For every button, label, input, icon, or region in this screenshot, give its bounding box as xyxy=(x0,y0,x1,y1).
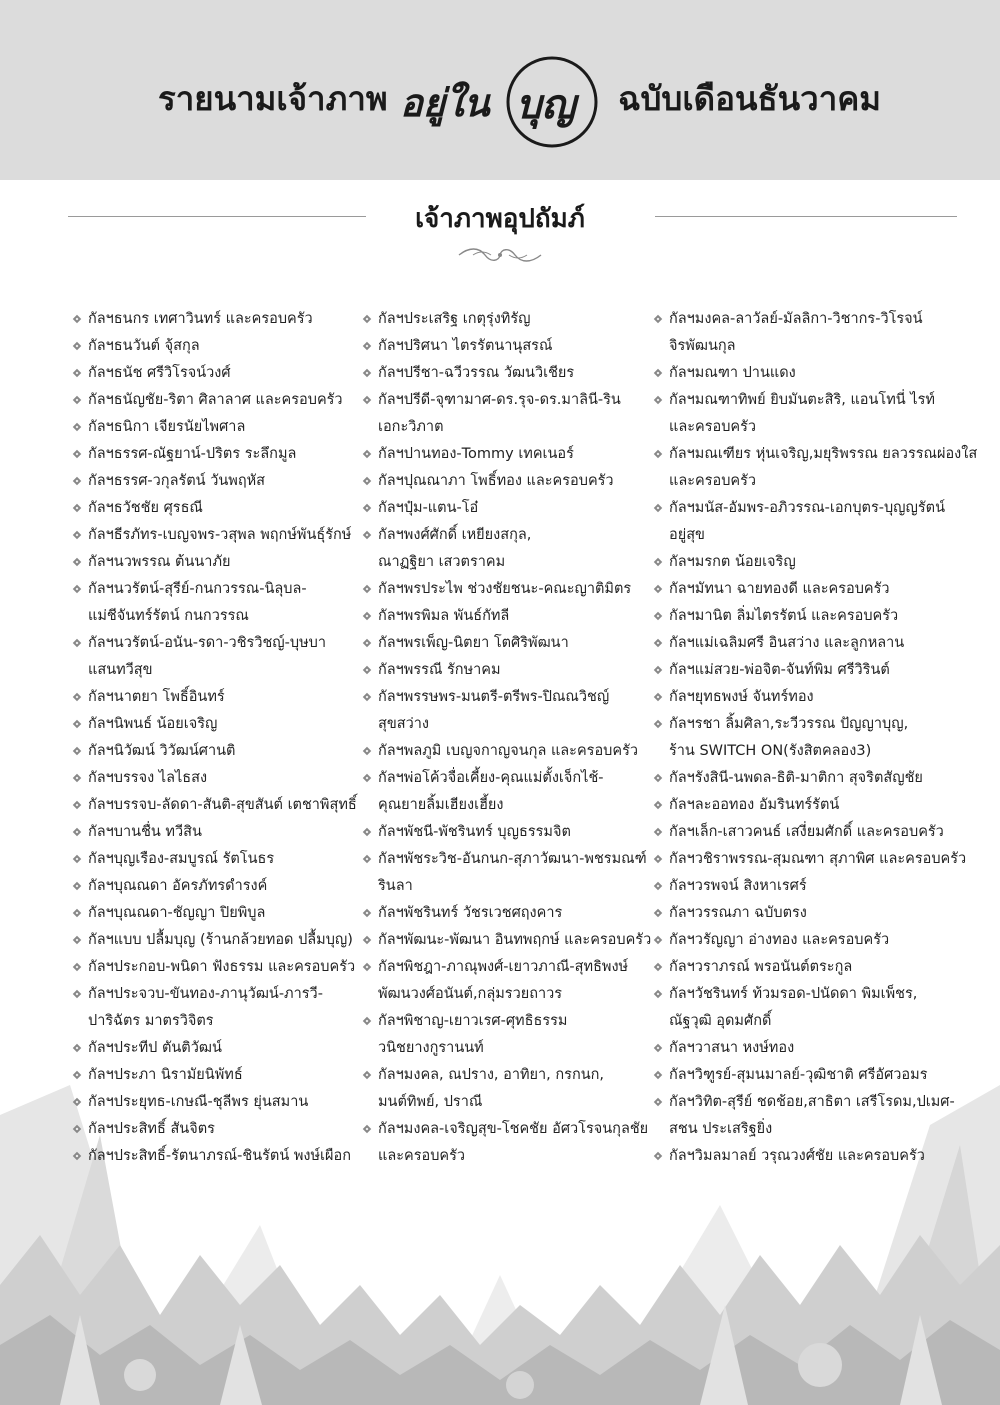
donor-entry xyxy=(362,468,652,495)
donor-name-line: กัลฯมรกต น้อยเจริญ xyxy=(669,554,796,570)
diamond-bullet-icon xyxy=(362,1008,374,1035)
diamond-bullet-icon xyxy=(653,819,665,846)
donor-entry xyxy=(72,1089,357,1116)
diamond-bullet-icon xyxy=(653,792,665,819)
donor-name-line: กัลฯธนัญชัย-ริตา ศิลาลาศ และครอบครัว xyxy=(88,392,343,408)
diamond-bullet-icon xyxy=(72,873,84,900)
donor-name-line: กัลฯพรรษพร-มนตรี-ตรีพร-ปิณณวิชญ์ xyxy=(378,689,610,705)
donor-name-line: กัลฯมณเฑียร หุ่นเจริญ,มยุริพรรณ ยลวรรณผ่องใส xyxy=(669,446,978,462)
donor-name-line: กัลฯธนิกา เจียรนัยไพศาล xyxy=(88,419,246,435)
donor-name-line: กัลฯวรพจน์ สิงหาเรศร์ xyxy=(669,878,807,894)
diamond-bullet-icon xyxy=(653,1089,665,1116)
donor-name-line: กัลฯพัชระวิช-อันกนก-สุภาวัฒนา-พชรมณฑ์ xyxy=(378,851,647,867)
donor-entry xyxy=(362,495,652,522)
donor-entry xyxy=(653,765,973,792)
donor-name-line: กัลฯวรรณภา ฉบับตรง xyxy=(669,905,807,921)
diamond-bullet-icon xyxy=(72,360,84,387)
donor-name-line: กัลฯวิฑูรย์-สุมนมาลย์-วุฒิชาติ ศรีอัศวอมร xyxy=(669,1067,928,1083)
donor-name-line: กัลฯธวัชชัย ศุรธณี xyxy=(88,500,203,516)
donor-name-line: กัลฯแบบ ปลื้มบุญ (ร้านกล้วยทอด ปลื้มบุญ) xyxy=(88,932,353,948)
diamond-bullet-icon xyxy=(362,468,374,495)
donor-entry xyxy=(72,954,357,981)
diamond-bullet-icon xyxy=(72,414,84,441)
donor-name-line: กัลฯปรีชา-ฉวีวรรณ วัฒนวิเชียร xyxy=(378,365,575,381)
diamond-bullet-icon xyxy=(653,711,665,738)
donor-name-line: กัลฯประภา นิรามัยนิพัทธ์ xyxy=(88,1067,243,1083)
donor-entry xyxy=(653,711,973,765)
donor-entry xyxy=(362,819,652,846)
header-title-left: รายนามเจ้าภาพ xyxy=(158,79,388,118)
donor-entry xyxy=(362,441,652,468)
donor-entry xyxy=(653,1143,973,1170)
donor-entry xyxy=(362,387,652,441)
donor-name-line: กัลฯวิทิต-สุรีย์ ชดช้อย,สาธิตา เสรีโรดม,ปเมศ- xyxy=(669,1094,955,1110)
donor-entry xyxy=(362,360,652,387)
donor-name-line: กัลฯนาตยา โพธิ์อินทร์ xyxy=(88,689,225,705)
diamond-bullet-icon xyxy=(72,792,84,819)
diamond-bullet-icon xyxy=(362,360,374,387)
donor-entry xyxy=(653,387,973,441)
donor-name-line: กัลฯประจวบ-ขันทอง-ภานุวัฒน์-ภารวี- xyxy=(88,986,323,1002)
diamond-bullet-icon xyxy=(653,306,665,333)
diamond-bullet-icon xyxy=(653,576,665,603)
donor-name-line: และครอบครัว xyxy=(669,473,757,489)
diamond-bullet-icon xyxy=(72,1143,84,1170)
diamond-bullet-icon xyxy=(72,1116,84,1143)
donor-name-line: กัลฯประทีป ตันติวัฒน์ xyxy=(88,1040,222,1056)
donor-entry xyxy=(362,630,652,657)
donor-entry xyxy=(653,657,973,684)
diamond-bullet-icon xyxy=(362,927,374,954)
section-title: เจ้าภาพอุปถัมภ์ xyxy=(415,204,585,234)
diamond-bullet-icon xyxy=(653,387,665,414)
diamond-bullet-icon xyxy=(72,819,84,846)
donor-name-line: กัลฯมณฑา ปานแดง xyxy=(669,365,796,381)
donor-entry xyxy=(653,1089,973,1143)
donor-entry xyxy=(72,1035,357,1062)
diamond-bullet-icon xyxy=(653,900,665,927)
header-title-right: ฉบับเดือนธันวาคม xyxy=(618,79,882,118)
donor-entry xyxy=(653,603,973,630)
donor-entry xyxy=(653,495,973,549)
donor-name-line: กัลฯบรรจบ-ลัดดา-สันติ-สุขสันต์ เตชาพิสุทธิ์ xyxy=(88,797,357,813)
donor-entry xyxy=(72,630,357,684)
donor-name-line: กัลฯปริศนา ไตรรัตนานุสรณ์ xyxy=(378,338,553,354)
donor-name-line: กัลฯธีรภัทร-เบญจพร-วสุพล พฤกษ์พันธุ์รักษ์ xyxy=(88,527,352,543)
diamond-bullet-icon xyxy=(72,333,84,360)
donor-name-line: กัลฯประเสริฐ เกตุรุ่งทิรัญ xyxy=(378,311,531,327)
diamond-bullet-icon xyxy=(362,684,374,711)
donor-name-line: กัลฯธนกร เทศาวินทร์ และครอบครัว xyxy=(88,311,313,327)
donor-entry xyxy=(72,927,357,954)
diamond-bullet-icon xyxy=(72,522,84,549)
donor-name-line: และครอบครัว xyxy=(378,1148,466,1164)
donor-name-line: กัลฯวชิราพรรณ-สุมณฑา สุภาพิศ และครอบครัว xyxy=(669,851,967,867)
donor-name-line: กัลฯมัทนา ฉายทองดี และครอบครัว xyxy=(669,581,890,597)
donor-entry xyxy=(72,360,357,387)
diamond-bullet-icon xyxy=(362,954,374,981)
donor-name-line: กัลฯธรรศ-ณัฐยาน์-ปริตร ระลึกมูล xyxy=(88,446,297,462)
donor-name-line: กัลฯประกอบ-พนิดา ฟังธรรม และครอบครัว xyxy=(88,959,356,975)
donor-name-line: ร้าน SWITCH ON(รังสิตคลอง3) xyxy=(669,743,872,759)
donor-entry xyxy=(653,927,973,954)
donor-entry xyxy=(653,846,973,873)
donor-entry xyxy=(362,576,652,603)
donor-name-line: กัลฯธนัช ศรีวิโรจน์วงศ์ xyxy=(88,365,231,381)
donor-name-line: กัลฯพลภูมิ เบญจกาญจนกุล และครอบครัว xyxy=(378,743,638,759)
donor-entry xyxy=(653,360,973,387)
donor-name-line: วนิชยางกูรานนท์ xyxy=(378,1040,484,1056)
donor-name-line: กัลฯมานิต ลิ่มไตรรัตน์ และครอบครัว xyxy=(669,608,899,624)
diamond-bullet-icon xyxy=(72,900,84,927)
diamond-bullet-icon xyxy=(72,765,84,792)
donor-name-line: กัลฯบุญเรือง-สมบูรณ์ รัตโนธร xyxy=(88,851,275,867)
donor-name-line: สุขสว่าง xyxy=(378,716,429,732)
donor-name-line: กัลฯบุณณดา อัครภัทรดำรงค์ xyxy=(88,878,268,894)
donor-entry xyxy=(653,873,973,900)
diamond-bullet-icon xyxy=(72,684,84,711)
donor-name-line: กัลฯพิชาญ-เยาวเรศ-ศุทธิธรรม xyxy=(378,1013,568,1029)
donor-entry xyxy=(362,954,652,1008)
donor-entry xyxy=(72,495,357,522)
donor-entry xyxy=(362,306,652,333)
donor-entry xyxy=(72,738,357,765)
donor-entry xyxy=(653,306,973,360)
diamond-bullet-icon xyxy=(362,306,374,333)
diamond-bullet-icon xyxy=(362,387,374,414)
donor-column-3 xyxy=(653,306,978,1170)
donor-entry xyxy=(72,333,357,360)
donor-entry xyxy=(72,576,357,630)
diamond-bullet-icon xyxy=(653,765,665,792)
donor-name-line: กัลฯพงศ์ศักดิ์ เหยียงสกุล, xyxy=(378,527,532,543)
donor-name-line: กัลฯปุณณาภา โพธิ์ทอง และครอบครัว xyxy=(378,473,614,489)
donor-entry xyxy=(653,1062,973,1089)
donor-name-line: กัลฯประสิทธิ์-รัตนาภรณ์-ชินรัตน์ พงษ์เผือก xyxy=(88,1148,351,1164)
diamond-bullet-icon xyxy=(72,981,84,1008)
donor-entry xyxy=(653,630,973,657)
donor-name-line: จิรพัฒนกุล xyxy=(669,338,736,354)
donor-name-line: กัลฯประยุทธ-เกษณี-ชุลีพร ยุ่นสมาน xyxy=(88,1094,309,1110)
diamond-bullet-icon xyxy=(653,441,665,468)
donor-entry xyxy=(72,1116,357,1143)
donor-entry xyxy=(362,684,652,738)
diamond-bullet-icon xyxy=(653,495,665,522)
diamond-bullet-icon xyxy=(72,1062,84,1089)
donor-entry xyxy=(362,1116,652,1170)
donor-name-line: พัฒนวงศ์อนันต์,กลุ่มรวยถาวร xyxy=(378,986,563,1002)
donor-name-line: กัลฯพิชฎา-ภาณุพงศ์-เยาวภาณี-สุทธิพงษ์ xyxy=(378,959,629,975)
donor-name-line: กัลฯเล็ก-เสาวคนธ์ เสงี่ยมศักดิ์ และครอบครัว xyxy=(669,824,944,840)
donor-entry xyxy=(72,1143,357,1170)
donor-name-line: กัลฯนิพนธ์ น้อยเจริญ xyxy=(88,716,218,732)
diamond-bullet-icon xyxy=(72,441,84,468)
donor-name-line: กัลฯมงคล-ลาวัลย์-มัลลิกา-วิชากร-วิโรจน์ xyxy=(669,311,923,327)
donor-name-line: กัลฯวัชรินทร์ ท้วมรอด-ปนัดดา พิมเพ็ชร, xyxy=(669,986,918,1002)
donor-name-line: แม่ชีจันทร์รัตน์ กนกวรรณ xyxy=(88,608,249,624)
diamond-bullet-icon xyxy=(72,738,84,765)
donor-name-line: กัลฯแม่เฉลิมศรี อินสว่าง และลูกหลาน xyxy=(669,635,905,651)
donor-name-line: กัลฯพรเพ็ญ-นิตยา โตศิริพัฒนา xyxy=(378,635,569,651)
diamond-bullet-icon xyxy=(362,603,374,630)
donor-name-line: กัลฯปรีดี-จุฑามาศ-ดร.รุจ-ดร.มาลินี-ริน xyxy=(378,392,621,408)
svg-text:บุญ: บุญ xyxy=(516,81,576,128)
donor-entry xyxy=(72,441,357,468)
diamond-bullet-icon xyxy=(72,387,84,414)
diamond-bullet-icon xyxy=(362,738,374,765)
donor-name-line: กัลฯวาสนา หงษ์ทอง xyxy=(669,1040,795,1056)
donor-entry xyxy=(72,468,357,495)
donor-name-line: กัลฯมงคล, ณปราง, อาทิยา, กรกนก, xyxy=(378,1067,605,1083)
donor-entry xyxy=(72,873,357,900)
diamond-bullet-icon xyxy=(362,441,374,468)
donor-name-line: คุณยายลิ้มเฮียงเฮี้ยง xyxy=(378,797,504,813)
diamond-bullet-icon xyxy=(72,630,84,657)
donor-entry xyxy=(72,819,357,846)
diamond-bullet-icon xyxy=(362,846,374,873)
donor-name-line: กัลฯนิวัฒน์ วิวัฒน์ศานติ xyxy=(88,743,236,759)
diamond-bullet-icon xyxy=(653,630,665,657)
diamond-bullet-icon xyxy=(362,630,374,657)
diamond-bullet-icon xyxy=(653,846,665,873)
diamond-bullet-icon xyxy=(72,1035,84,1062)
donor-entry xyxy=(72,792,357,819)
donor-name-line: กัลฯวรัญญา อ่างทอง และครอบครัว xyxy=(669,932,890,948)
logo-lettering: อยู่ใน xyxy=(400,80,490,125)
donor-entry xyxy=(362,738,652,765)
donor-name-line: กัลฯปุ๋ม-แตน-โอ๋ xyxy=(378,500,479,516)
donor-entry xyxy=(653,576,973,603)
donor-entry xyxy=(362,1062,652,1116)
donor-entry xyxy=(72,900,357,927)
diamond-bullet-icon xyxy=(72,306,84,333)
donor-entry xyxy=(72,1062,357,1089)
donor-entry xyxy=(72,684,357,711)
donor-entry xyxy=(72,846,357,873)
donor-entry xyxy=(653,549,973,576)
diamond-bullet-icon xyxy=(362,495,374,522)
diamond-bullet-icon xyxy=(653,684,665,711)
donor-entry xyxy=(653,1035,973,1062)
donor-entry xyxy=(653,900,973,927)
donor-entry xyxy=(362,333,652,360)
diamond-bullet-icon xyxy=(72,711,84,738)
diamond-bullet-icon xyxy=(72,1089,84,1116)
diamond-bullet-icon xyxy=(72,549,84,576)
diamond-bullet-icon xyxy=(653,1143,665,1170)
diamond-bullet-icon xyxy=(653,981,665,1008)
donor-name-line: กัลฯรังสินี-นพดล-ธิติ-มาติกา สุจริตสัญชัย xyxy=(669,770,923,786)
donor-name-line: กัลฯพรพิมล พันธ์กัทลี xyxy=(378,608,510,624)
donor-name-line: กัลฯพัชนี-พัชรินทร์ บุญธรรมจิต xyxy=(378,824,571,840)
diamond-bullet-icon xyxy=(362,333,374,360)
donor-entry xyxy=(362,1008,652,1062)
donor-entry xyxy=(362,657,652,684)
donor-column-1 xyxy=(72,306,357,1170)
diamond-bullet-icon xyxy=(653,360,665,387)
ornament-icon xyxy=(455,246,545,264)
donor-name-line: เอกะวิภาต xyxy=(378,419,444,435)
diamond-bullet-icon xyxy=(653,657,665,684)
diamond-bullet-icon xyxy=(653,873,665,900)
diamond-bullet-icon xyxy=(362,1116,374,1143)
diamond-bullet-icon xyxy=(653,1035,665,1062)
donor-name-line: กัลฯแม่สวย-พ่อจิต-จันท์พิม ศรีวิรินต์ xyxy=(669,662,890,678)
diamond-bullet-icon xyxy=(362,1062,374,1089)
donor-entry xyxy=(72,306,357,333)
diamond-bullet-icon xyxy=(72,954,84,981)
diamond-bullet-icon xyxy=(72,495,84,522)
diamond-bullet-icon xyxy=(362,900,374,927)
donor-entry xyxy=(72,414,357,441)
donor-entry xyxy=(653,954,973,981)
diamond-bullet-icon xyxy=(362,576,374,603)
donor-entry xyxy=(362,765,652,819)
donor-entry xyxy=(362,522,652,576)
donor-name-line: มนต์ทิพย์, ปราณี xyxy=(378,1094,483,1110)
donor-entry xyxy=(72,387,357,414)
donor-name-line: แสนทวีสุข xyxy=(88,662,153,678)
donor-entry xyxy=(653,819,973,846)
diamond-bullet-icon xyxy=(362,819,374,846)
donor-entry xyxy=(362,846,652,900)
diamond-bullet-icon xyxy=(72,927,84,954)
donor-name-line: กัลฯนวรัตน์-สุรีย์-กนกวรรณ-นิลุบล- xyxy=(88,581,307,597)
donor-name-line: ปาริฉัตร มาตรวิจิตร xyxy=(88,1013,214,1029)
donor-name-line: กัลฯปานทอง-Tommy เทคเนอร์ xyxy=(378,446,574,462)
header-band xyxy=(0,0,1000,180)
donor-name-line: กัลฯบานชื่น ทวีสิน xyxy=(88,824,202,840)
donor-entry xyxy=(362,927,652,954)
diamond-bullet-icon xyxy=(72,846,84,873)
donor-entry xyxy=(653,981,973,1035)
diamond-bullet-icon xyxy=(362,765,374,792)
donor-name-line: กัลฯบุณณดา-ชัญญา ปิยพิบูล xyxy=(88,905,266,921)
donor-name-line: กัลฯธนวันต์ จุ้สกุล xyxy=(88,338,200,354)
diamond-bullet-icon xyxy=(653,927,665,954)
donor-name-line: กัลฯบรรจง ไลไธสง xyxy=(88,770,208,786)
donor-name-line: รินลา xyxy=(378,878,413,894)
diamond-bullet-icon xyxy=(72,468,84,495)
donor-name-line: กัลฯพัฒนะ-พัฒนา อินทพฤกษ์ และครอบครัว xyxy=(378,932,652,948)
donor-name-line: กัลฯรชา ลิ้มศิลา,ระวีวรรณ ปัญญาบุญ, xyxy=(669,716,909,732)
donor-name-line: กัลฯพ่อโค้วจื่อเคี้ยง-คุณแม่ตั้งเจ็กไช้- xyxy=(378,770,604,786)
donor-entry xyxy=(362,603,652,630)
diamond-bullet-icon xyxy=(362,657,374,684)
diamond-bullet-icon xyxy=(653,603,665,630)
donor-name-line: กัลฯวิมลมาลย์ วรุณวงศ์ชัย และครอบครัว xyxy=(669,1148,925,1164)
donor-column-2 xyxy=(362,306,652,1170)
donor-entry xyxy=(72,765,357,792)
donor-name-line: กัลฯมณฑาทิพย์ ยิบมันตะสิริ, แอนโทนี่ ไรท์ xyxy=(669,392,935,408)
donor-name-line: กัลฯนวพรรณ ต้นนาภัย xyxy=(88,554,231,570)
donor-name-line: กัลฯพรประไพ ช่วงชัยชนะ-คณะญาติมิตร xyxy=(378,581,632,597)
donor-entry xyxy=(653,792,973,819)
donor-name-line: กัลฯธรรศ-วกุลรัตน์ วันพฤหัส xyxy=(88,473,266,489)
donor-name-line: กัลฯมนัส-อัมพร-อภิวรรณ-เอกบุตร-บุญญรัตน์ xyxy=(669,500,945,516)
donor-entry xyxy=(72,981,357,1035)
donor-entry xyxy=(362,900,652,927)
donor-entry xyxy=(72,522,357,549)
donor-name-line: กัลฯพัชรินทร์ วัชรเวชศฤงคาร xyxy=(378,905,563,921)
donor-name-line: และครอบครัว xyxy=(669,419,757,435)
donor-name-line: กัลฯมงคล-เจริญสุข-โชคชัย อัศวโรจนกุลชัย xyxy=(378,1121,649,1137)
diamond-bullet-icon xyxy=(362,522,374,549)
donor-entry xyxy=(653,441,978,495)
donor-name-line: กัลฯนวรัตน์-อนัน-รดา-วชิรวิชญ์-บุษบา xyxy=(88,635,327,651)
donor-name-line: ณาฏฐิยา เสวตราคม xyxy=(378,554,506,570)
donor-name-line: กัลฯยุทธพงษ์ จันทร์ทอง xyxy=(669,689,814,705)
diamond-bullet-icon xyxy=(653,954,665,981)
diamond-bullet-icon xyxy=(653,1062,665,1089)
donor-name-line: กัลฯประสิทธิ์ สันจิตร xyxy=(88,1121,215,1137)
donor-name-line: อยู่สุข xyxy=(669,527,705,543)
diamond-bullet-icon xyxy=(72,576,84,603)
donor-entry xyxy=(653,684,973,711)
donor-name-line: กัลฯพรรณี รักษาคม xyxy=(378,662,501,678)
donor-name-line: สชน ประเสริฐยิ่ง xyxy=(669,1121,773,1137)
logo-icon xyxy=(392,52,602,152)
divider-right xyxy=(655,216,957,217)
donor-name-line: ณัฐวุฒิ อุดมศักดิ์ xyxy=(669,1013,772,1029)
donor-name-line: กัลฯวราภรณ์ พรอนันต์ตระกูล xyxy=(669,959,853,975)
donor-entry xyxy=(72,549,357,576)
donor-entry xyxy=(72,711,357,738)
diamond-bullet-icon xyxy=(653,549,665,576)
donor-name-line: กัลฯละออทอง อัมรินทร์รัตน์ xyxy=(669,797,840,813)
